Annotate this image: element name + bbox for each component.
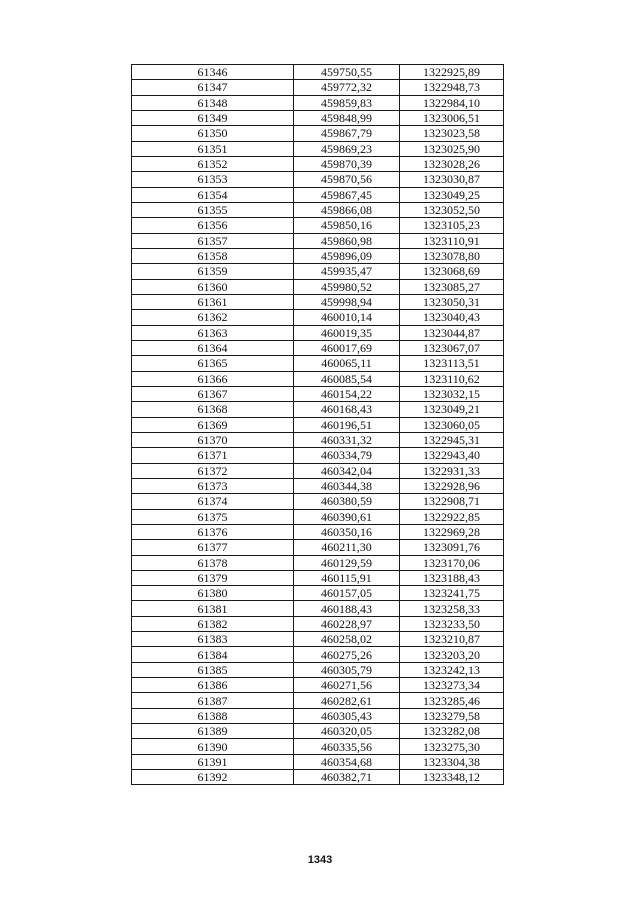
point-id-cell: 61380 xyxy=(132,586,294,601)
point-id-cell: 61358 xyxy=(132,248,294,263)
table-row xyxy=(132,356,504,371)
table-row xyxy=(132,65,504,80)
table-row xyxy=(132,172,504,187)
x-coordinate-cell: 460282,61 xyxy=(294,693,400,708)
point-id-cell: 61390 xyxy=(132,739,294,754)
point-id-cell: 61389 xyxy=(132,724,294,739)
y-coordinate-cell: 1323030,87 xyxy=(400,172,504,187)
x-coordinate-cell: 459867,45 xyxy=(294,187,400,202)
x-coordinate-cell: 460085,54 xyxy=(294,371,400,386)
table-row xyxy=(132,325,504,340)
table-row xyxy=(132,478,504,493)
x-coordinate-cell: 460065,11 xyxy=(294,356,400,371)
point-id-cell: 61353 xyxy=(132,172,294,187)
y-coordinate-cell: 1323052,50 xyxy=(400,202,504,217)
point-id-cell: 61381 xyxy=(132,601,294,616)
y-coordinate-cell: 1323110,91 xyxy=(400,233,504,248)
point-id-cell: 61354 xyxy=(132,187,294,202)
point-id-cell: 61346 xyxy=(132,65,294,80)
x-coordinate-cell: 460129,59 xyxy=(294,555,400,570)
y-coordinate-cell: 1322943,40 xyxy=(400,448,504,463)
y-coordinate-cell: 1323085,27 xyxy=(400,279,504,294)
point-id-cell: 61369 xyxy=(132,417,294,432)
point-id-cell: 61359 xyxy=(132,264,294,279)
x-coordinate-cell: 460157,05 xyxy=(294,586,400,601)
x-coordinate-cell: 459870,39 xyxy=(294,156,400,171)
x-coordinate-cell: 459850,16 xyxy=(294,218,400,233)
x-coordinate-cell: 460354,68 xyxy=(294,754,400,769)
y-coordinate-cell: 1323279,58 xyxy=(400,708,504,723)
x-coordinate-cell: 459869,23 xyxy=(294,141,400,156)
y-coordinate-cell: 1323060,05 xyxy=(400,417,504,432)
point-id-cell: 61391 xyxy=(132,754,294,769)
y-coordinate-cell: 1323241,75 xyxy=(400,586,504,601)
table-row xyxy=(132,586,504,601)
y-coordinate-cell: 1323203,20 xyxy=(400,647,504,662)
x-coordinate-cell: 459980,52 xyxy=(294,279,400,294)
table-row xyxy=(132,540,504,555)
x-coordinate-cell: 460228,97 xyxy=(294,616,400,631)
x-coordinate-cell: 459870,56 xyxy=(294,172,400,187)
point-id-cell: 61361 xyxy=(132,294,294,309)
y-coordinate-cell: 1323233,50 xyxy=(400,616,504,631)
point-id-cell: 61392 xyxy=(132,770,294,785)
y-coordinate-cell: 1322969,28 xyxy=(400,524,504,539)
table-row xyxy=(132,708,504,723)
table-row xyxy=(132,386,504,401)
x-coordinate-cell: 460017,69 xyxy=(294,340,400,355)
point-id-cell: 61363 xyxy=(132,325,294,340)
x-coordinate-cell: 460010,14 xyxy=(294,310,400,325)
point-id-cell: 61365 xyxy=(132,356,294,371)
y-coordinate-cell: 1323170,06 xyxy=(400,555,504,570)
point-id-cell: 61372 xyxy=(132,463,294,478)
point-id-cell: 61379 xyxy=(132,570,294,585)
table-row xyxy=(132,632,504,647)
x-coordinate-cell: 460275,26 xyxy=(294,647,400,662)
table-row xyxy=(132,218,504,233)
y-coordinate-cell: 1323110,62 xyxy=(400,371,504,386)
point-id-cell: 61374 xyxy=(132,494,294,509)
point-id-cell: 61383 xyxy=(132,632,294,647)
table-row xyxy=(132,693,504,708)
table-row xyxy=(132,724,504,739)
y-coordinate-cell: 1323049,25 xyxy=(400,187,504,202)
table-row xyxy=(132,739,504,754)
point-id-cell: 61382 xyxy=(132,616,294,631)
y-coordinate-cell: 1323050,31 xyxy=(400,294,504,309)
x-coordinate-cell: 460258,02 xyxy=(294,632,400,647)
table-row xyxy=(132,202,504,217)
y-coordinate-cell: 1323040,43 xyxy=(400,310,504,325)
x-coordinate-cell: 460211,30 xyxy=(294,540,400,555)
point-id-cell: 61356 xyxy=(132,218,294,233)
x-coordinate-cell: 459867,79 xyxy=(294,126,400,141)
table-row xyxy=(132,662,504,677)
x-coordinate-cell: 459750,55 xyxy=(294,65,400,80)
point-id-cell: 61376 xyxy=(132,524,294,539)
x-coordinate-cell: 460380,59 xyxy=(294,494,400,509)
y-coordinate-cell: 1322984,10 xyxy=(400,95,504,110)
table-row xyxy=(132,402,504,417)
y-coordinate-cell: 1323105,23 xyxy=(400,218,504,233)
table-row xyxy=(132,678,504,693)
x-coordinate-cell: 459848,99 xyxy=(294,110,400,125)
x-coordinate-cell: 460335,56 xyxy=(294,739,400,754)
x-coordinate-cell: 459866,08 xyxy=(294,202,400,217)
y-coordinate-cell: 1323006,51 xyxy=(400,110,504,125)
point-id-cell: 61368 xyxy=(132,402,294,417)
point-id-cell: 61348 xyxy=(132,95,294,110)
coordinates-table xyxy=(131,64,504,785)
table-row xyxy=(132,80,504,95)
point-id-cell: 61366 xyxy=(132,371,294,386)
table-row xyxy=(132,432,504,447)
table-row xyxy=(132,770,504,785)
y-coordinate-cell: 1322948,73 xyxy=(400,80,504,95)
y-coordinate-cell: 1323028,26 xyxy=(400,156,504,171)
y-coordinate-cell: 1322931,33 xyxy=(400,463,504,478)
x-coordinate-cell: 460390,61 xyxy=(294,509,400,524)
y-coordinate-cell: 1323023,58 xyxy=(400,126,504,141)
point-id-cell: 61373 xyxy=(132,478,294,493)
point-id-cell: 61367 xyxy=(132,386,294,401)
x-coordinate-cell: 460350,16 xyxy=(294,524,400,539)
point-id-cell: 61370 xyxy=(132,432,294,447)
y-coordinate-cell: 1323078,80 xyxy=(400,248,504,263)
table-row xyxy=(132,509,504,524)
table-row xyxy=(132,141,504,156)
point-id-cell: 61378 xyxy=(132,555,294,570)
table-row xyxy=(132,494,504,509)
table-row xyxy=(132,110,504,125)
table-row xyxy=(132,95,504,110)
point-id-cell: 61387 xyxy=(132,693,294,708)
x-coordinate-cell: 460168,43 xyxy=(294,402,400,417)
x-coordinate-cell: 459935,47 xyxy=(294,264,400,279)
x-coordinate-cell: 459896,09 xyxy=(294,248,400,263)
y-coordinate-cell: 1323044,87 xyxy=(400,325,504,340)
point-id-cell: 61352 xyxy=(132,156,294,171)
y-coordinate-cell: 1323282,08 xyxy=(400,724,504,739)
point-id-cell: 61360 xyxy=(132,279,294,294)
x-coordinate-cell: 460342,04 xyxy=(294,463,400,478)
point-id-cell: 61347 xyxy=(132,80,294,95)
y-coordinate-cell: 1322922,85 xyxy=(400,509,504,524)
x-coordinate-cell: 459772,32 xyxy=(294,80,400,95)
table-row xyxy=(132,126,504,141)
x-coordinate-cell: 460334,79 xyxy=(294,448,400,463)
x-coordinate-cell: 460331,32 xyxy=(294,432,400,447)
table-row xyxy=(132,233,504,248)
point-id-cell: 61384 xyxy=(132,647,294,662)
point-id-cell: 61362 xyxy=(132,310,294,325)
point-id-cell: 61375 xyxy=(132,509,294,524)
x-coordinate-cell: 459860,98 xyxy=(294,233,400,248)
x-coordinate-cell: 459859,83 xyxy=(294,95,400,110)
table-row xyxy=(132,248,504,263)
table-row xyxy=(132,555,504,570)
x-coordinate-cell: 460154,22 xyxy=(294,386,400,401)
y-coordinate-cell: 1323025,90 xyxy=(400,141,504,156)
table-row xyxy=(132,524,504,539)
table-row xyxy=(132,417,504,432)
y-coordinate-cell: 1322945,31 xyxy=(400,432,504,447)
table-row xyxy=(132,264,504,279)
table-row xyxy=(132,570,504,585)
x-coordinate-cell: 460382,71 xyxy=(294,770,400,785)
table-row xyxy=(132,463,504,478)
table-row xyxy=(132,647,504,662)
y-coordinate-cell: 1323188,43 xyxy=(400,570,504,585)
table-row xyxy=(132,310,504,325)
point-id-cell: 61355 xyxy=(132,202,294,217)
point-id-cell: 61386 xyxy=(132,678,294,693)
table-row xyxy=(132,616,504,631)
table-row xyxy=(132,448,504,463)
y-coordinate-cell: 1322908,71 xyxy=(400,494,504,509)
x-coordinate-cell: 460320,05 xyxy=(294,724,400,739)
table-row xyxy=(132,294,504,309)
point-id-cell: 61364 xyxy=(132,340,294,355)
y-coordinate-cell: 1323113,51 xyxy=(400,356,504,371)
table-row xyxy=(132,187,504,202)
table-row xyxy=(132,371,504,386)
y-coordinate-cell: 1323258,33 xyxy=(400,601,504,616)
y-coordinate-cell: 1322928,96 xyxy=(400,478,504,493)
table-row xyxy=(132,156,504,171)
point-id-cell: 61371 xyxy=(132,448,294,463)
table-row xyxy=(132,601,504,616)
x-coordinate-cell: 459998,94 xyxy=(294,294,400,309)
point-id-cell: 61377 xyxy=(132,540,294,555)
point-id-cell: 61388 xyxy=(132,708,294,723)
coordinates-table-body xyxy=(132,65,504,785)
page-number: 1343 xyxy=(307,854,333,866)
y-coordinate-cell: 1323067,07 xyxy=(400,340,504,355)
point-id-cell: 61357 xyxy=(132,233,294,248)
x-coordinate-cell: 460188,43 xyxy=(294,601,400,616)
y-coordinate-cell: 1323285,46 xyxy=(400,693,504,708)
y-coordinate-cell: 1323210,87 xyxy=(400,632,504,647)
y-coordinate-cell: 1322925,89 xyxy=(400,65,504,80)
y-coordinate-cell: 1323049,21 xyxy=(400,402,504,417)
y-coordinate-cell: 1323273,34 xyxy=(400,678,504,693)
x-coordinate-cell: 460271,56 xyxy=(294,678,400,693)
point-id-cell: 61349 xyxy=(132,110,294,125)
y-coordinate-cell: 1323242,13 xyxy=(400,662,504,677)
y-coordinate-cell: 1323032,15 xyxy=(400,386,504,401)
x-coordinate-cell: 460344,38 xyxy=(294,478,400,493)
x-coordinate-cell: 460115,91 xyxy=(294,570,400,585)
table-row xyxy=(132,754,504,769)
y-coordinate-cell: 1323304,38 xyxy=(400,754,504,769)
point-id-cell: 61351 xyxy=(132,141,294,156)
point-id-cell: 61385 xyxy=(132,662,294,677)
y-coordinate-cell: 1323091,76 xyxy=(400,540,504,555)
y-coordinate-cell: 1323348,12 xyxy=(400,770,504,785)
y-coordinate-cell: 1323275,30 xyxy=(400,739,504,754)
table-row xyxy=(132,340,504,355)
table-row xyxy=(132,279,504,294)
x-coordinate-cell: 460196,51 xyxy=(294,417,400,432)
point-id-cell: 61350 xyxy=(132,126,294,141)
x-coordinate-cell: 460019,35 xyxy=(294,325,400,340)
x-coordinate-cell: 460305,79 xyxy=(294,662,400,677)
y-coordinate-cell: 1323068,69 xyxy=(400,264,504,279)
x-coordinate-cell: 460305,43 xyxy=(294,708,400,723)
